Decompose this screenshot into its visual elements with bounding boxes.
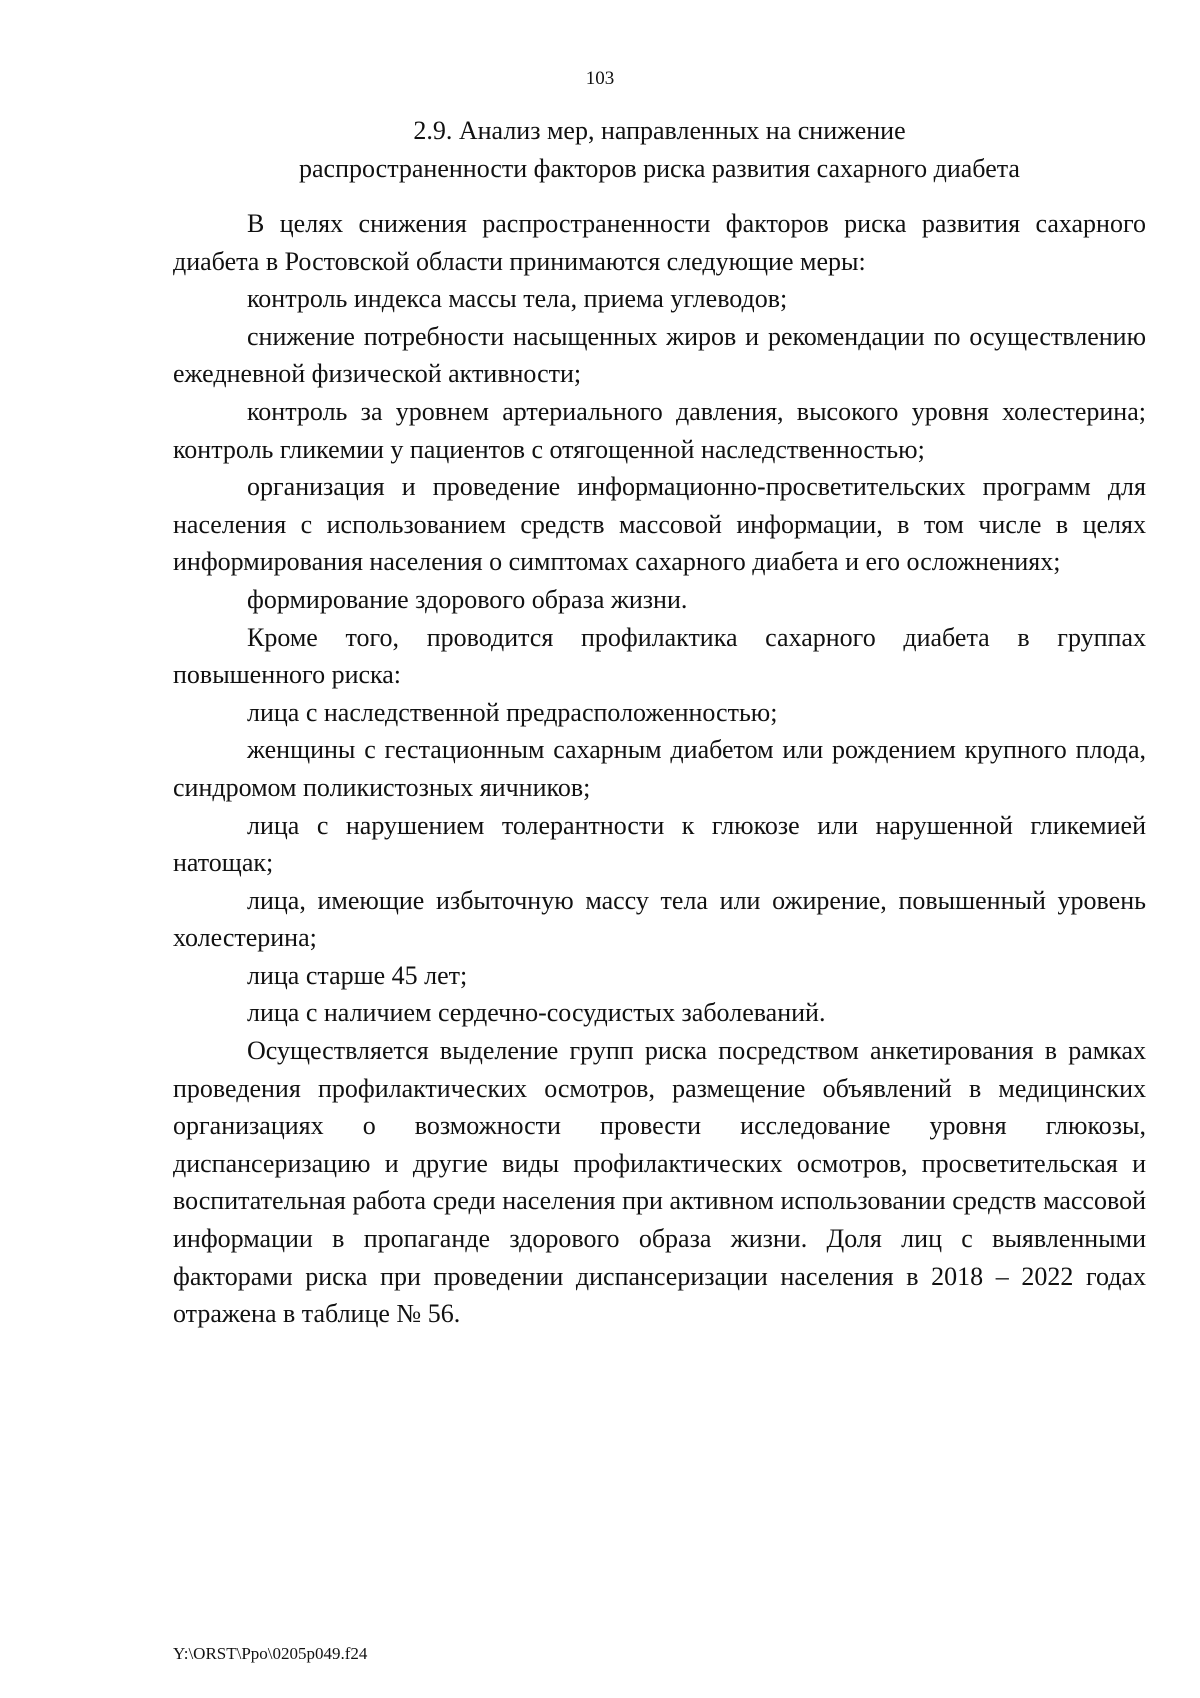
measure-item: контроль за уровнем артериального давления, высокого уровня холестерина; контроль гликемии у пациентов с отягощенной наследственностью; [173, 396, 1146, 464]
risk-group-item: лица старше 45 лет; [247, 960, 468, 990]
section-heading-line-1: 2.9. Анализ мер, направленных на снижение [413, 116, 906, 145]
risk-group-item: лица с нарушением толерантности к глюкозе или нарушенной гликемией натощак; [173, 810, 1146, 878]
risk-group-item: лица с наследственной предрасположенностью; [247, 697, 778, 727]
measure-item: организация и проведение информационно-просветительских программ для населения с использованием средств массовой информации, в том числе в целях информирования населения о симптомах сахарного диабета и его осложнениях; [173, 472, 1146, 577]
section-heading-line-2: распространенности факторов риска развития сахарного диабета [299, 154, 1020, 183]
paragraph-conclusion: Осуществляется выделение групп риска посредством анкетирования в рамках проведения профилактических осмотров, размещение объявлений в медицинских организациях о возможности провести исследование уровня глюкозы, диспансеризацию и другие виды профилактических осмотров, просветительская и воспитательная работа среди населения при активном использовании средств массовой информации в пропаганде здорового образа жизни. Доля лиц с выявленными факторами риска при проведении диспансеризации населения в 2018 – 2022 годах отражена в таблице № 56. [173, 1036, 1146, 1329]
section-heading [173, 112, 1146, 188]
risk-group-item: лица с наличием сердечно-сосудистых заболеваний. [247, 998, 826, 1028]
paragraph-intro: В целях снижения распространенности факторов риска развития сахарного диабета в Ростовской области принимаются следующие меры: [173, 209, 1146, 276]
risk-group-item: женщины с гестационным сахарным диабетом или рождением крупного плода, синдромом поликистозных яичников; [173, 735, 1146, 802]
measure-item: контроль индекса массы тела, приема углеводов; [247, 284, 788, 314]
page-number: 103 [585, 68, 615, 89]
paragraph-risk-groups: Кроме того, проводится профилактика сахарного диабета в группах повышенного риска: [173, 622, 1146, 690]
footer-file-path: Y:\ORST\Ppo\0205p049.f24 [173, 1644, 368, 1663]
measure-item: снижение потребности насыщенных жиров и рекомендации по осуществлению ежедневной физической активности; [173, 321, 1146, 389]
body-text [173, 205, 1146, 1333]
measure-item: формирование здорового образа жизни. [247, 584, 688, 614]
risk-group-item: лица, имеющие избыточную массу тела или ожирение, повышенный уровень холестерина; [173, 885, 1146, 953]
